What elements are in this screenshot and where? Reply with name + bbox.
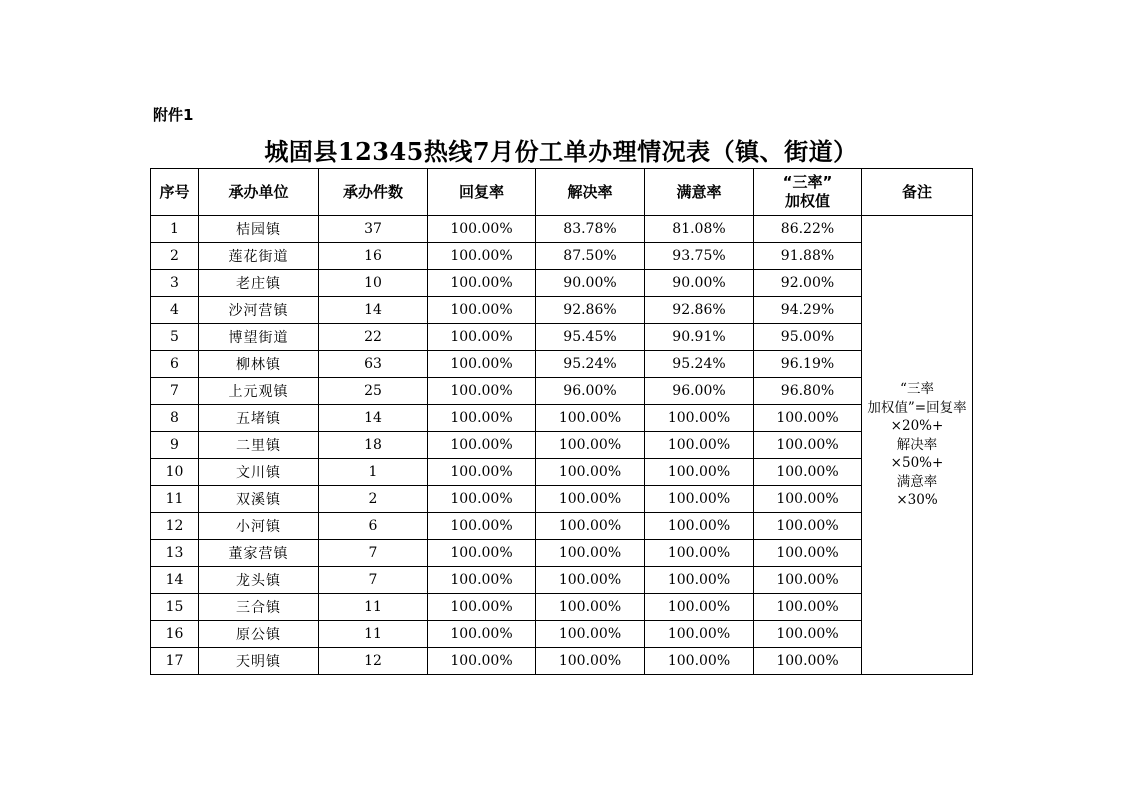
cell-index: 8 bbox=[151, 405, 199, 432]
cell-satisfaction-rate: 100.00% bbox=[645, 567, 754, 594]
cell-index: 14 bbox=[151, 567, 199, 594]
cell-satisfaction-rate: 95.24% bbox=[645, 351, 754, 378]
table-row bbox=[151, 486, 973, 513]
table-row bbox=[151, 243, 973, 270]
cell-count: 10 bbox=[319, 270, 428, 297]
cell-count: 63 bbox=[319, 351, 428, 378]
cell-satisfaction-rate: 100.00% bbox=[645, 594, 754, 621]
hotline-stats-table bbox=[150, 168, 973, 675]
table-row bbox=[151, 540, 973, 567]
cell-reply-rate: 100.00% bbox=[428, 486, 536, 513]
cell-weighted-value: 86.22% bbox=[754, 216, 862, 243]
cell-satisfaction-rate: 100.00% bbox=[645, 432, 754, 459]
header-unit: 承办单位 bbox=[199, 169, 319, 216]
cell-index: 16 bbox=[151, 621, 199, 648]
cell-index: 6 bbox=[151, 351, 199, 378]
cell-count: 6 bbox=[319, 513, 428, 540]
cell-reply-rate: 100.00% bbox=[428, 513, 536, 540]
table-row bbox=[151, 594, 973, 621]
cell-satisfaction-rate: 93.75% bbox=[645, 243, 754, 270]
cell-weighted-value: 100.00% bbox=[754, 594, 862, 621]
table-row bbox=[151, 324, 973, 351]
header-index: 序号 bbox=[151, 169, 199, 216]
cell-resolve-rate: 95.24% bbox=[536, 351, 645, 378]
cell-resolve-rate: 95.45% bbox=[536, 324, 645, 351]
header-reply-rate: 回复率 bbox=[428, 169, 536, 216]
cell-unit: 小河镇 bbox=[199, 513, 319, 540]
cell-reply-rate: 100.00% bbox=[428, 378, 536, 405]
cell-resolve-rate: 100.00% bbox=[536, 459, 645, 486]
note-cell bbox=[862, 216, 973, 675]
cell-unit: 双溪镇 bbox=[199, 486, 319, 513]
cell-reply-rate: 100.00% bbox=[428, 216, 536, 243]
table-row bbox=[151, 405, 973, 432]
cell-satisfaction-rate: 100.00% bbox=[645, 540, 754, 567]
cell-count: 25 bbox=[319, 378, 428, 405]
cell-count: 7 bbox=[319, 567, 428, 594]
cell-resolve-rate: 100.00% bbox=[536, 405, 645, 432]
cell-reply-rate: 100.00% bbox=[428, 324, 536, 351]
cell-satisfaction-rate: 100.00% bbox=[645, 621, 754, 648]
cell-resolve-rate: 90.00% bbox=[536, 270, 645, 297]
cell-index: 2 bbox=[151, 243, 199, 270]
cell-count: 37 bbox=[319, 216, 428, 243]
cell-count: 1 bbox=[319, 459, 428, 486]
table-row bbox=[151, 351, 973, 378]
cell-reply-rate: 100.00% bbox=[428, 243, 536, 270]
note-line: “三率 bbox=[900, 381, 934, 398]
note-line: ×50%+ bbox=[890, 455, 944, 472]
note-line: 解决率 bbox=[896, 436, 938, 453]
header-count: 承办件数 bbox=[319, 169, 428, 216]
cell-resolve-rate: 83.78% bbox=[536, 216, 645, 243]
cell-satisfaction-rate: 100.00% bbox=[645, 648, 754, 675]
header-resolve-rate: 解决率 bbox=[536, 169, 645, 216]
cell-count: 7 bbox=[319, 540, 428, 567]
cell-reply-rate: 100.00% bbox=[428, 594, 536, 621]
cell-satisfaction-rate: 100.00% bbox=[645, 459, 754, 486]
cell-unit: 柳林镇 bbox=[199, 351, 319, 378]
cell-weighted-value: 100.00% bbox=[754, 621, 862, 648]
cell-weighted-value: 96.80% bbox=[754, 378, 862, 405]
cell-resolve-rate: 100.00% bbox=[536, 648, 645, 675]
note-line: ×20%+ bbox=[890, 418, 944, 435]
cell-reply-rate: 100.00% bbox=[428, 621, 536, 648]
cell-satisfaction-rate: 96.00% bbox=[645, 378, 754, 405]
cell-count: 2 bbox=[319, 486, 428, 513]
table-row bbox=[151, 270, 973, 297]
table-row bbox=[151, 297, 973, 324]
cell-resolve-rate: 100.00% bbox=[536, 486, 645, 513]
cell-count: 14 bbox=[319, 297, 428, 324]
cell-resolve-rate: 100.00% bbox=[536, 540, 645, 567]
cell-reply-rate: 100.00% bbox=[428, 405, 536, 432]
table-header-row bbox=[151, 169, 973, 216]
cell-satisfaction-rate: 90.00% bbox=[645, 270, 754, 297]
table-row bbox=[151, 378, 973, 405]
cell-index: 13 bbox=[151, 540, 199, 567]
cell-count: 12 bbox=[319, 648, 428, 675]
cell-satisfaction-rate: 90.91% bbox=[645, 324, 754, 351]
cell-weighted-value: 100.00% bbox=[754, 540, 862, 567]
cell-resolve-rate: 100.00% bbox=[536, 432, 645, 459]
table-row bbox=[151, 567, 973, 594]
table-row bbox=[151, 513, 973, 540]
note-line: 加权值”=回复率 bbox=[867, 399, 967, 416]
table-body bbox=[151, 216, 973, 675]
cell-unit: 文川镇 bbox=[199, 459, 319, 486]
cell-satisfaction-rate: 92.86% bbox=[645, 297, 754, 324]
cell-reply-rate: 100.00% bbox=[428, 297, 536, 324]
cell-resolve-rate: 92.86% bbox=[536, 297, 645, 324]
cell-weighted-value: 96.19% bbox=[754, 351, 862, 378]
cell-index: 15 bbox=[151, 594, 199, 621]
cell-satisfaction-rate: 100.00% bbox=[645, 486, 754, 513]
cell-weighted-value: 92.00% bbox=[754, 270, 862, 297]
header-note: 备注 bbox=[862, 169, 973, 216]
table-row bbox=[151, 648, 973, 675]
cell-unit: 五堵镇 bbox=[199, 405, 319, 432]
cell-index: 1 bbox=[151, 216, 199, 243]
cell-count: 14 bbox=[319, 405, 428, 432]
cell-resolve-rate: 100.00% bbox=[536, 567, 645, 594]
cell-index: 4 bbox=[151, 297, 199, 324]
table-row bbox=[151, 459, 973, 486]
cell-resolve-rate: 100.00% bbox=[536, 594, 645, 621]
cell-index: 10 bbox=[151, 459, 199, 486]
header-weighted-line2: 加权值 bbox=[784, 192, 830, 210]
cell-weighted-value: 100.00% bbox=[754, 459, 862, 486]
cell-weighted-value: 100.00% bbox=[754, 648, 862, 675]
note-line: 满意率 bbox=[896, 473, 938, 490]
cell-unit: 原公镇 bbox=[199, 621, 319, 648]
cell-resolve-rate: 96.00% bbox=[536, 378, 645, 405]
cell-unit: 桔园镇 bbox=[199, 216, 319, 243]
cell-count: 18 bbox=[319, 432, 428, 459]
cell-reply-rate: 100.00% bbox=[428, 459, 536, 486]
cell-resolve-rate: 100.00% bbox=[536, 513, 645, 540]
cell-satisfaction-rate: 100.00% bbox=[645, 405, 754, 432]
table-row bbox=[151, 621, 973, 648]
header-satisfaction-rate: 满意率 bbox=[645, 169, 754, 216]
cell-unit: 董家营镇 bbox=[199, 540, 319, 567]
attachment-label: 附件1 bbox=[153, 106, 194, 124]
cell-unit: 三合镇 bbox=[199, 594, 319, 621]
cell-unit: 博望街道 bbox=[199, 324, 319, 351]
cell-index: 12 bbox=[151, 513, 199, 540]
note-line: ×30% bbox=[896, 492, 938, 509]
cell-count: 11 bbox=[319, 621, 428, 648]
cell-reply-rate: 100.00% bbox=[428, 648, 536, 675]
cell-unit: 天明镇 bbox=[199, 648, 319, 675]
cell-index: 7 bbox=[151, 378, 199, 405]
header-weighted-value bbox=[754, 169, 862, 216]
cell-unit: 沙河营镇 bbox=[199, 297, 319, 324]
table-row bbox=[151, 216, 973, 243]
cell-resolve-rate: 100.00% bbox=[536, 621, 645, 648]
cell-unit: 龙头镇 bbox=[199, 567, 319, 594]
cell-weighted-value: 100.00% bbox=[754, 405, 862, 432]
cell-reply-rate: 100.00% bbox=[428, 351, 536, 378]
cell-reply-rate: 100.00% bbox=[428, 567, 536, 594]
cell-reply-rate: 100.00% bbox=[428, 270, 536, 297]
cell-index: 9 bbox=[151, 432, 199, 459]
cell-weighted-value: 100.00% bbox=[754, 567, 862, 594]
cell-count: 16 bbox=[319, 243, 428, 270]
cell-weighted-value: 100.00% bbox=[754, 513, 862, 540]
page-title: 城固县12345热线7月份工单办理情况表（镇、街道） bbox=[264, 137, 858, 166]
cell-resolve-rate: 87.50% bbox=[536, 243, 645, 270]
cell-unit: 老庄镇 bbox=[199, 270, 319, 297]
cell-weighted-value: 100.00% bbox=[754, 432, 862, 459]
cell-index: 5 bbox=[151, 324, 199, 351]
cell-reply-rate: 100.00% bbox=[428, 432, 536, 459]
cell-unit: 上元观镇 bbox=[199, 378, 319, 405]
cell-reply-rate: 100.00% bbox=[428, 540, 536, 567]
cell-satisfaction-rate: 81.08% bbox=[645, 216, 754, 243]
cell-satisfaction-rate: 100.00% bbox=[645, 513, 754, 540]
cell-count: 22 bbox=[319, 324, 428, 351]
header-weighted-line1: “三率” bbox=[782, 173, 833, 191]
cell-index: 17 bbox=[151, 648, 199, 675]
cell-index: 3 bbox=[151, 270, 199, 297]
cell-weighted-value: 94.29% bbox=[754, 297, 862, 324]
cell-count: 11 bbox=[319, 594, 428, 621]
cell-weighted-value: 100.00% bbox=[754, 486, 862, 513]
cell-weighted-value: 91.88% bbox=[754, 243, 862, 270]
cell-index: 11 bbox=[151, 486, 199, 513]
table-row bbox=[151, 432, 973, 459]
cell-unit: 二里镇 bbox=[199, 432, 319, 459]
cell-unit: 莲花街道 bbox=[199, 243, 319, 270]
cell-weighted-value: 95.00% bbox=[754, 324, 862, 351]
